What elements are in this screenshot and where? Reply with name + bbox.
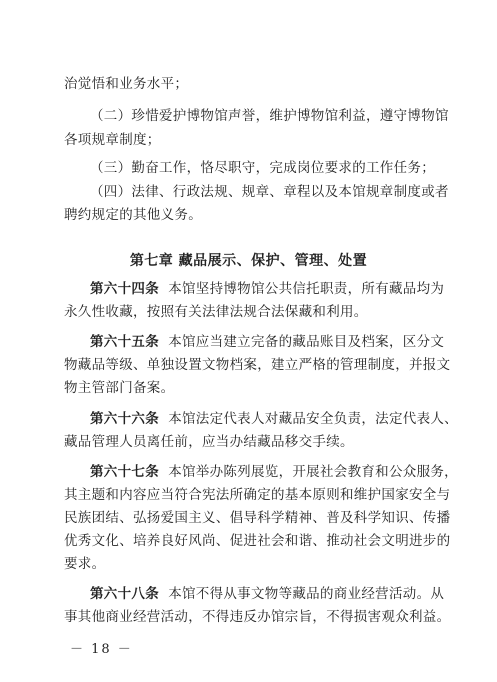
text-line: 物藏品等级、单独设置文物档案，建立严格的管理制度，并报文 <box>64 357 451 374</box>
article-label: 第六十八条 <box>90 586 159 603</box>
chapter-title: 第七章 藏品展示、保护、管理、处置 <box>129 253 368 270</box>
article-first-line <box>90 462 458 482</box>
article-label: 第六十七条 <box>90 464 159 481</box>
article-first-line <box>90 332 445 352</box>
text-line: 物主管部门备案。 <box>64 380 175 397</box>
text-line: 其主题和内容应当符合宪法所确定的基本原则和维护国家安全与 <box>64 487 451 504</box>
text-line: 优秀文化、培养良好风尚、促进社会和谐、推动社会文明进步的 <box>64 532 451 549</box>
article-first-line <box>90 279 445 299</box>
article-text: 本馆举办陈列展览，开展社会教育和公众服务， <box>168 464 458 481</box>
article-first-line <box>90 584 445 604</box>
text-line: 各项规章制度； <box>64 131 161 148</box>
text-line: 要求。 <box>64 555 106 572</box>
article-label: 第六十五条 <box>90 334 159 351</box>
page-number: － 18 － <box>70 642 133 657</box>
article-label: 第六十六条 <box>90 411 159 428</box>
text-line: 永久性收藏，按照有关法律法规合法保藏和利用。 <box>64 304 368 321</box>
article-text: 本馆法定代表人对藏品安全负责，法定代表人、 <box>168 411 458 428</box>
text-line: 治觉悟和业务水平； <box>64 76 189 92</box>
text-line: （三）勤奋工作，恪尽职守，完成岗位要求的工作任务； <box>90 160 435 177</box>
text-line: （二）珍惜爱护博物馆声誉，维护博物馆利益，遵守博物馆 <box>90 107 449 124</box>
text-line: 事其他商业经营活动，不得违反办馆宗旨，不得损害观众利益。 <box>64 609 451 625</box>
article-text: 本馆不得从事文物等藏品的商业经营活动。从 <box>168 586 445 603</box>
text-line: 藏品管理人员离任前，应当办结藏品移交手续。 <box>64 434 354 451</box>
article-text: 本馆应当建立完备的藏品账目及档案，区分文 <box>168 334 445 351</box>
text-line: （四）法律、行政法规、规章、章程以及本馆规章制度或者 <box>90 183 449 200</box>
text-line: 聘约规定的其他义务。 <box>64 206 202 223</box>
text-line: 民族团结、弘扬爱国主义、倡导科学精神、普及科学知识、传播 <box>64 510 451 527</box>
article-label: 第六十四条 <box>90 281 159 298</box>
article-first-line <box>90 409 458 429</box>
article-text: 本馆坚持博物馆公共信托职责，所有藏品均为 <box>168 281 445 298</box>
